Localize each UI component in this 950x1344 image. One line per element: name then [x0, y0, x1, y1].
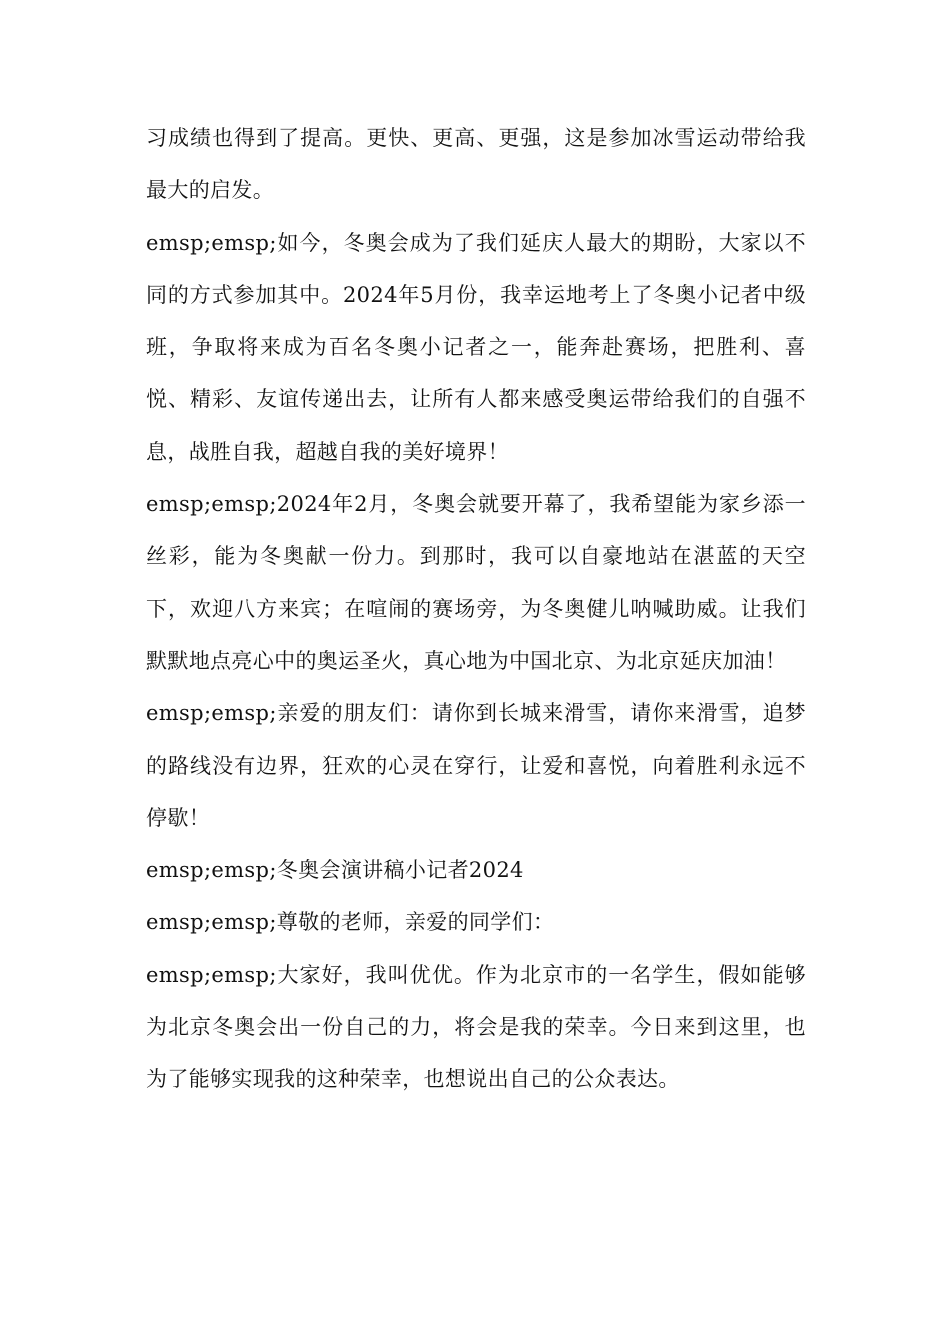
- speech-opening-paragraph: emsp;emsp;大家好，我叫优优。作为北京市的一名学生，假如能够为北京冬奥会出一份自己的力，将会是我的荣幸。今日来到这里，也为了能够实现我的这种荣幸，也想说出自己的公众表达。: [146, 962, 806, 1092]
- speech-salutation: emsp;emsp;尊敬的老师，亲爱的同学们：: [146, 910, 555, 935]
- speech-title: emsp;emsp;冬奥会演讲稿小记者2024: [146, 858, 524, 883]
- paragraph-continued-study: 习成绩也得到了提高。更快、更高、更强，这是参加冰雪运动带给我最大的启发。: [146, 126, 806, 203]
- paragraph-olympic-hopes: emsp;emsp;如今，冬奥会成为了我们延庆人最大的期盼，大家以不同的方式参加其中。2024年5月份，我幸运地考上了冬奥小记者中级班，争取将来成为百名冬奥小记者之一，能奔赴赛场，把胜利、喜悦、精彩、友谊传递出去，让所有人都来感受奥运带给我们的自强不息，战胜自我，超越自我的美好境界！: [146, 230, 806, 464]
- paragraph-invitation: emsp;emsp;亲爱的朋友们：请你到长城来滑雪，请你来滑雪，追梦的路线没有边界，狂欢的心灵在穿行，让爱和喜悦，向着胜利永远不停歇！: [146, 701, 806, 830]
- paragraph-opening-wish: emsp;emsp;2024年2月，冬奥会就要开幕了，我希望能为家乡添一丝彩，能为冬奥献一份力。到那时，我可以自豪地站在湛蓝的天空下，欢迎八方来宾；在喧闹的赛场旁，为冬奥健儿呐喊助威。让我们默默地点亮心中的奥运圣火，真心地为中国北京、为北京延庆加油！: [146, 492, 806, 673]
- document-body: [146, 112, 806, 1106]
